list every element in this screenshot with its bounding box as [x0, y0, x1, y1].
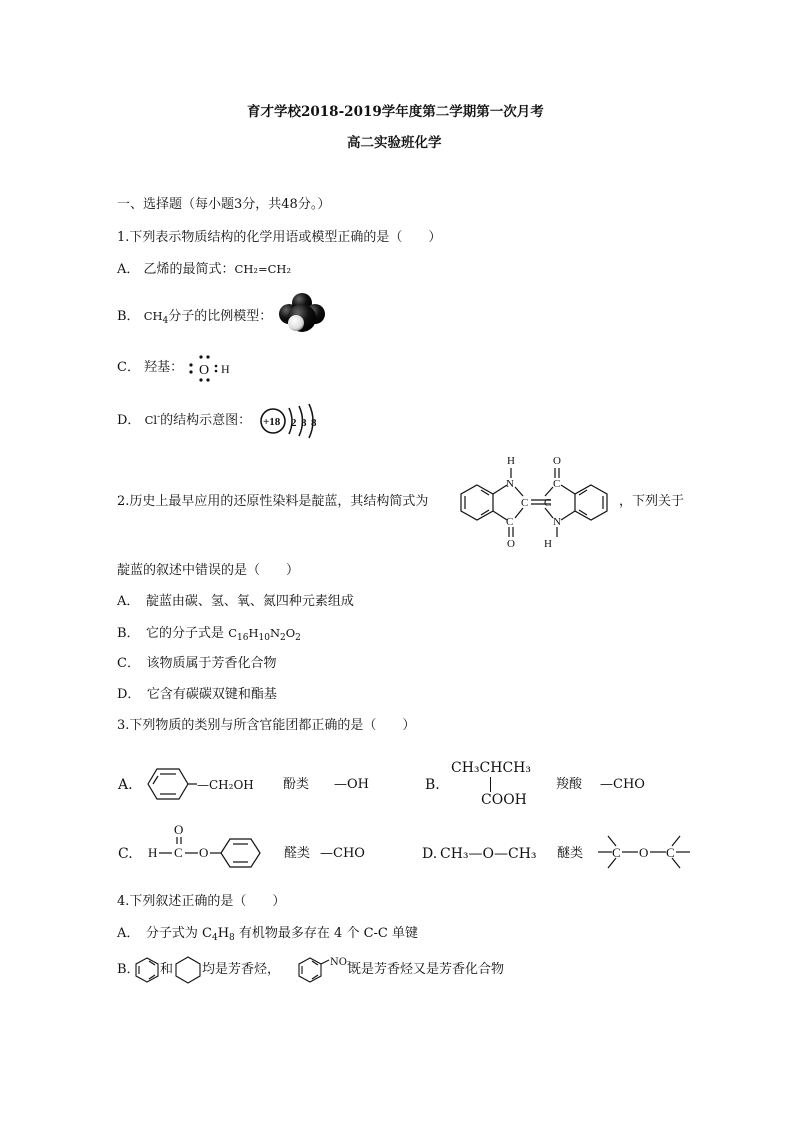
q3-d-class: 醚类	[557, 846, 584, 861]
q2-option-a: A． 靛蓝由碳、氢、氧、氮四种元素组成	[117, 594, 354, 609]
hydroxyl-o-atom: O	[199, 363, 210, 378]
indigo-c-left-bottom: C	[506, 516, 514, 528]
q1-a-text: 乙烯的最简式：	[143, 262, 235, 277]
q1-c-prefix: C．	[117, 360, 140, 375]
f-o: O	[285, 626, 296, 640]
q3-a-group: —CH₂OH	[197, 778, 254, 792]
indigo-c-left-mid: C	[521, 497, 529, 509]
q1-a-formula: CH₂=CH₂	[234, 262, 292, 276]
q1-option-a	[117, 261, 291, 278]
q1-a-prefix: A．	[117, 262, 140, 277]
q2-b-formula	[228, 626, 301, 643]
q1-b-text: 分子的比例模型：	[168, 309, 273, 324]
q3-b-class: 羧酸	[556, 777, 583, 792]
q1-d-ion: Cl	[144, 413, 158, 427]
cl-ion-structure-diagram	[256, 400, 326, 442]
ester-o-top: O	[174, 822, 184, 837]
ester-h: H	[148, 845, 158, 860]
indigo-h-right: H	[544, 538, 552, 550]
q1-d-prefix: D．	[117, 413, 141, 428]
hydroxyl-h-atom: H	[221, 362, 230, 376]
q2-option-b	[117, 625, 301, 642]
q4-a-prefix: A． 分子式为 C	[117, 926, 212, 941]
shell-3: 8	[311, 417, 317, 429]
q1-option-d	[117, 412, 251, 429]
q1-b-sub: 4	[162, 316, 169, 326]
q3-b-label: B.	[425, 777, 440, 793]
indigo-n-left: N	[506, 478, 514, 490]
section-heading: 一、选择题（每小题3分，共48分。）	[117, 197, 331, 212]
q3-d-label: D.	[422, 846, 438, 862]
q3-a-benzene-ring	[145, 766, 197, 802]
f-h-n: 10	[258, 633, 270, 643]
q4-option-a	[117, 926, 418, 942]
nucleus-charge: +18	[263, 416, 281, 428]
shell-1: 2	[291, 417, 297, 429]
ether-c-left: C	[612, 845, 621, 860]
q2-option-c: C． 该物质属于芳香化合物	[117, 656, 277, 671]
f-n-n: 2	[280, 633, 286, 643]
q1-d-sup: -	[157, 412, 161, 422]
q3-b-top: CH₃CHCH₃	[451, 760, 531, 776]
q3-stem: 3.下列物质的类别与所含官能团都正确的是（ ）	[117, 718, 416, 733]
q4-b-nitrobenzene	[296, 956, 332, 984]
q4-b-end: 既是芳香烃又是芳香化合物	[348, 962, 505, 977]
q4-a-c-n: 4	[211, 933, 218, 943]
q1-option-c	[117, 360, 183, 376]
hydroxyl-electron-formula	[185, 352, 237, 384]
q1-d-text: 的结构示意图：	[160, 413, 252, 428]
indigo-c-right-mid: C	[544, 497, 552, 509]
q2-b-prefix: B． 它的分子式是	[117, 626, 229, 641]
q3-a-func: —OH	[334, 777, 369, 792]
q2-stem-part2: ，下列关于	[619, 494, 685, 509]
q4-stem: 4.下列叙述正确的是（ ）	[117, 894, 286, 909]
indigo-h-left: H	[507, 455, 515, 467]
q4-a-rest: 有机物最多存在 4 个 C-C 单键	[234, 926, 419, 941]
f-c-n: 16	[237, 633, 249, 643]
indigo-o-left: O	[507, 538, 515, 550]
q3-c-class: 醛类	[284, 846, 311, 861]
q4-b-benzene	[133, 956, 161, 984]
q3-d-formula: CH₃—O—CH₃	[440, 846, 537, 862]
f-h: H	[248, 626, 259, 640]
q4-b-mid: 均是芳香烃，	[202, 962, 281, 977]
f-o-n: 2	[295, 633, 301, 643]
indigo-o-right: O	[553, 455, 561, 467]
q2-stem-part3: 靛蓝的叙述中错误的是（ ）	[117, 563, 300, 578]
q3-b-func: —CHO	[600, 777, 645, 792]
shell-2: 8	[301, 417, 307, 429]
q2-stem-part1: 2.历史上最早应用的还原性染料是靛蓝，其结构简式为	[117, 494, 429, 509]
q4-b-and: 和	[160, 962, 174, 977]
ester-c: C	[174, 845, 183, 860]
q3-a-class: 酚类	[283, 777, 310, 792]
q4-a-h: H	[217, 926, 230, 941]
page-title: 育才学校2018-2019学年度第二学期第一次月考	[247, 104, 544, 120]
q2-option-d: D． 它含有碳碳双键和酯基	[117, 687, 277, 702]
q4-a-h-n: 8	[229, 933, 235, 943]
q1-c-text: 羟基：	[144, 360, 184, 375]
f-c: C	[228, 626, 237, 640]
q4-b-no2: NO₂	[330, 957, 351, 968]
q3-d-ether-bond	[596, 832, 692, 872]
q3-a-label: A.	[118, 777, 133, 793]
q3-c-formate-ester	[145, 820, 275, 870]
ester-o: O	[199, 845, 209, 860]
page-subtitle: 高二实验班化学	[347, 135, 442, 151]
q3-b-bond	[490, 777, 491, 792]
q1-option-b	[117, 308, 272, 325]
q1-b-mol: CH	[143, 309, 163, 323]
q4-b-cyclohexane	[173, 955, 203, 985]
q4-b-prefix: B．	[117, 962, 140, 977]
ether-c-right: C	[666, 845, 675, 860]
q3-b-bottom: COOH	[481, 792, 527, 808]
ether-o: O	[639, 845, 649, 860]
f-n: N	[269, 626, 280, 640]
indigo-n-right: N	[553, 516, 561, 528]
q3-c-func: —CHO	[320, 846, 365, 861]
q1-b-prefix: B．	[117, 309, 140, 324]
q1-stem: 1.下列表示物质结构的化学用语或模型正确的是（ ）	[117, 230, 442, 245]
ch4-space-filling-model	[276, 290, 328, 336]
indigo-c-right-top: C	[553, 478, 561, 490]
indigo-structure	[455, 450, 615, 555]
q3-c-label: C.	[118, 846, 133, 862]
